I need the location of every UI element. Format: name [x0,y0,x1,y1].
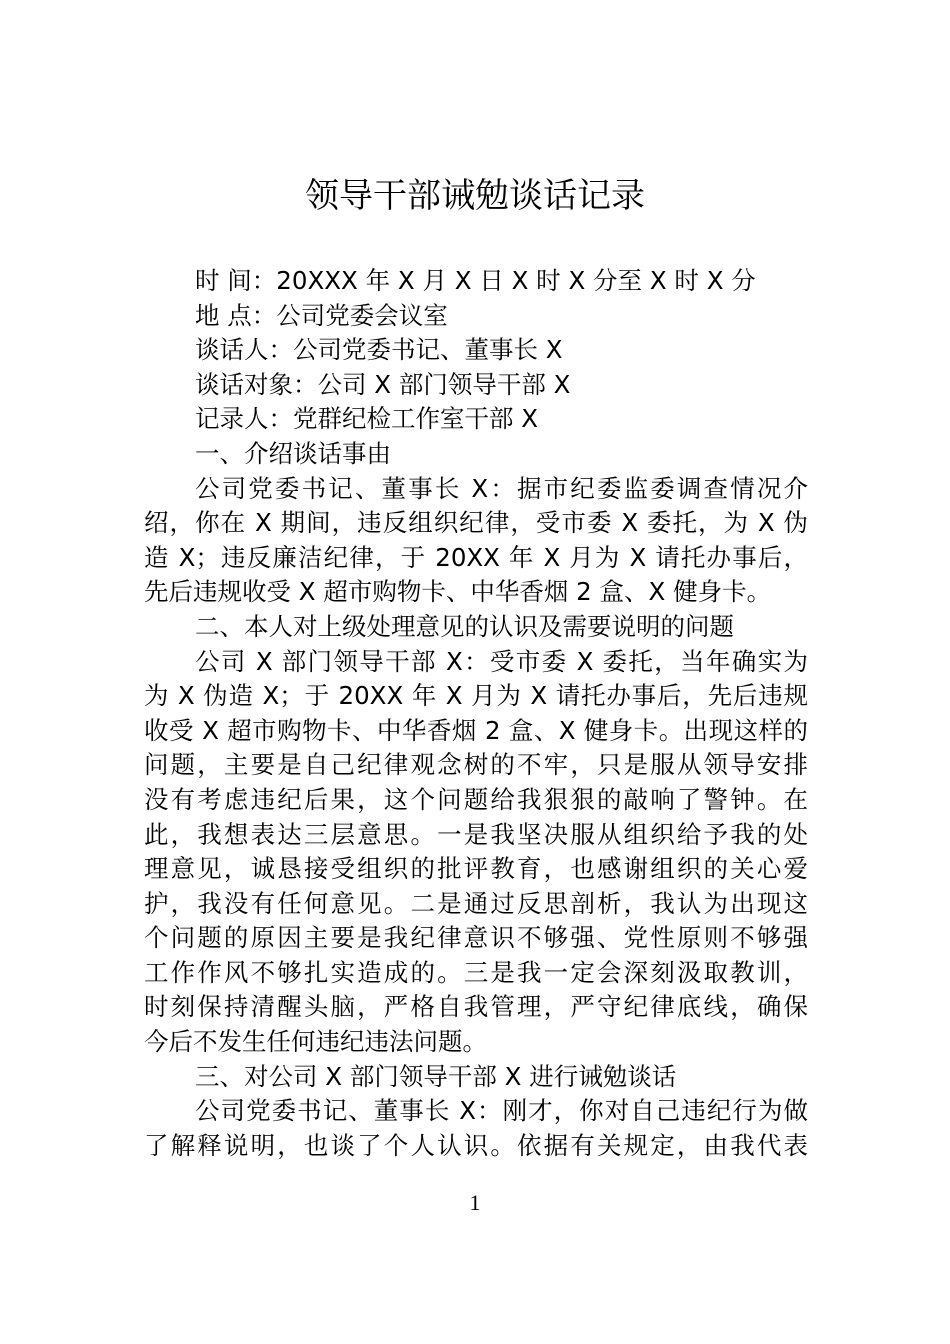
paragraph-line: 理意见，诚恳接受组织的批评教育，也感谢组织的关心爱 [144,854,808,884]
page-number: 1 [469,1190,481,1215]
document-body [144,264,808,1163]
paragraph-line: 公司党委书记、董事长 X：刚才，你对自己违纪行为做 [195,1096,808,1126]
paragraph-line: 了解释说明，也谈了个人认识。依据有关规定，由我代表 [144,1130,808,1160]
section-heading: 一、介绍谈话事由 [195,438,391,468]
section-heading: 二、本人对上级处理意见的认识及需要说明的问题 [195,611,734,641]
section-heading: 三、对公司 X 部门领导干部 X 进行诫勉谈话 [195,1061,677,1091]
meta-speaker: 谈话人：公司党委书记、董事长 X [195,335,563,365]
meta-subject: 谈话对象：公司 X 部门领导干部 X [195,369,571,399]
paragraph-line: 此，我想表达三层意思。一是我坚决服从组织给予我的处 [144,819,808,849]
paragraph-line: 造 X；违反廉洁纪律，于 20XX 年 X 月为 X 请托办事后， [144,542,808,572]
paragraph-line: 护，我没有任何意见。二是通过反思剖析，我认为出现这 [144,888,808,918]
paragraph-line: 公司 X 部门领导干部 X：受市委 X 委托，当年确实为 [195,646,808,676]
paragraph-line: 今后不发生任何违纪违法问题。 [144,1027,487,1057]
paragraph-line: 时刻保持清醒头脑，严格自我管理，严守纪律底线，确保 [144,992,808,1022]
paragraph-line: 没有考虑违纪后果，这个问题给我狠狠的敲响了警钟。在 [144,784,808,814]
paragraph-line: 为 X 伪造 X；于 20XX 年 X 月为 X 请托办事后，先后违规 [144,681,808,711]
paragraph-line: 收受 X 超市购物卡、中华香烟 2 盒、X 健身卡。出现这样的 [144,715,808,745]
paragraph-line: 工作作风不够扎实造成的。三是我一定会深刻汲取教训， [144,957,808,987]
meta-place: 地 点：公司党委会议室 [195,300,448,330]
meta-recorder: 记录人：党群纪检工作室干部 X [195,404,539,434]
paragraph-line: 绍，你在 X 期间，违反组织纪律，受市委 X 委托，为 X 伪 [144,508,808,538]
paragraph-line: 先后违规收受 X 超市购物卡、中华香烟 2 盒、X 健身卡。 [144,577,772,607]
paragraph-line: 公司党委书记、董事长 X：据市纪委监委调查情况介 [195,473,808,503]
paragraph-line: 问题，主要是自己纪律观念树的不牢，只是服从领导安排 [144,750,808,780]
page-title: 领导干部诫勉谈话记录 [305,176,645,216]
meta-time: 时 间：20XXX 年 X 月 X 日 X 时 X 分至 X 时 X 分 [195,266,756,295]
paragraph-line: 个问题的原因主要是我纪律意识不够强、党性原则不够强 [144,923,808,953]
